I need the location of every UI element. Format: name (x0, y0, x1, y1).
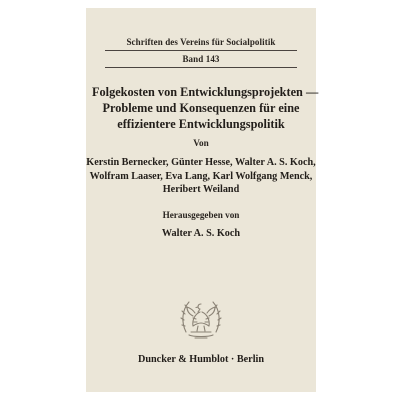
author-line: Kerstin Bernecker, Günter Hesse, Walter A. S. Koch, (86, 157, 316, 168)
author-line: Heribert Weiland (162, 184, 240, 195)
book-title (92, 84, 319, 132)
series-rule-bottom (105, 67, 297, 68)
series-title: Schriften des Vereins für Socialpolitik (126, 37, 276, 47)
series-rule-top (105, 50, 297, 51)
book-cover (86, 8, 319, 392)
book-title-line: Probleme und Konsequenzen für eine (102, 101, 300, 115)
author-list (86, 156, 316, 197)
editor-name: Walter A. S. Koch (161, 228, 241, 239)
book-title-line: Folgekosten von Entwicklungsprojekten — (92, 85, 319, 99)
book-title-line: effizientere Entwicklungspolitik (117, 117, 285, 131)
publisher-emblem-icon (177, 292, 225, 344)
edited-by-label: Herausgegeben von (162, 210, 240, 220)
publisher-imprint: Duncker & Humblot · Berlin (137, 354, 265, 365)
by-label: Von (193, 138, 209, 148)
author-line: Wolfram Laaser, Eva Lang, Karl Wolfgang Menck, (89, 170, 313, 182)
series-volume: Band 143 (182, 54, 220, 64)
